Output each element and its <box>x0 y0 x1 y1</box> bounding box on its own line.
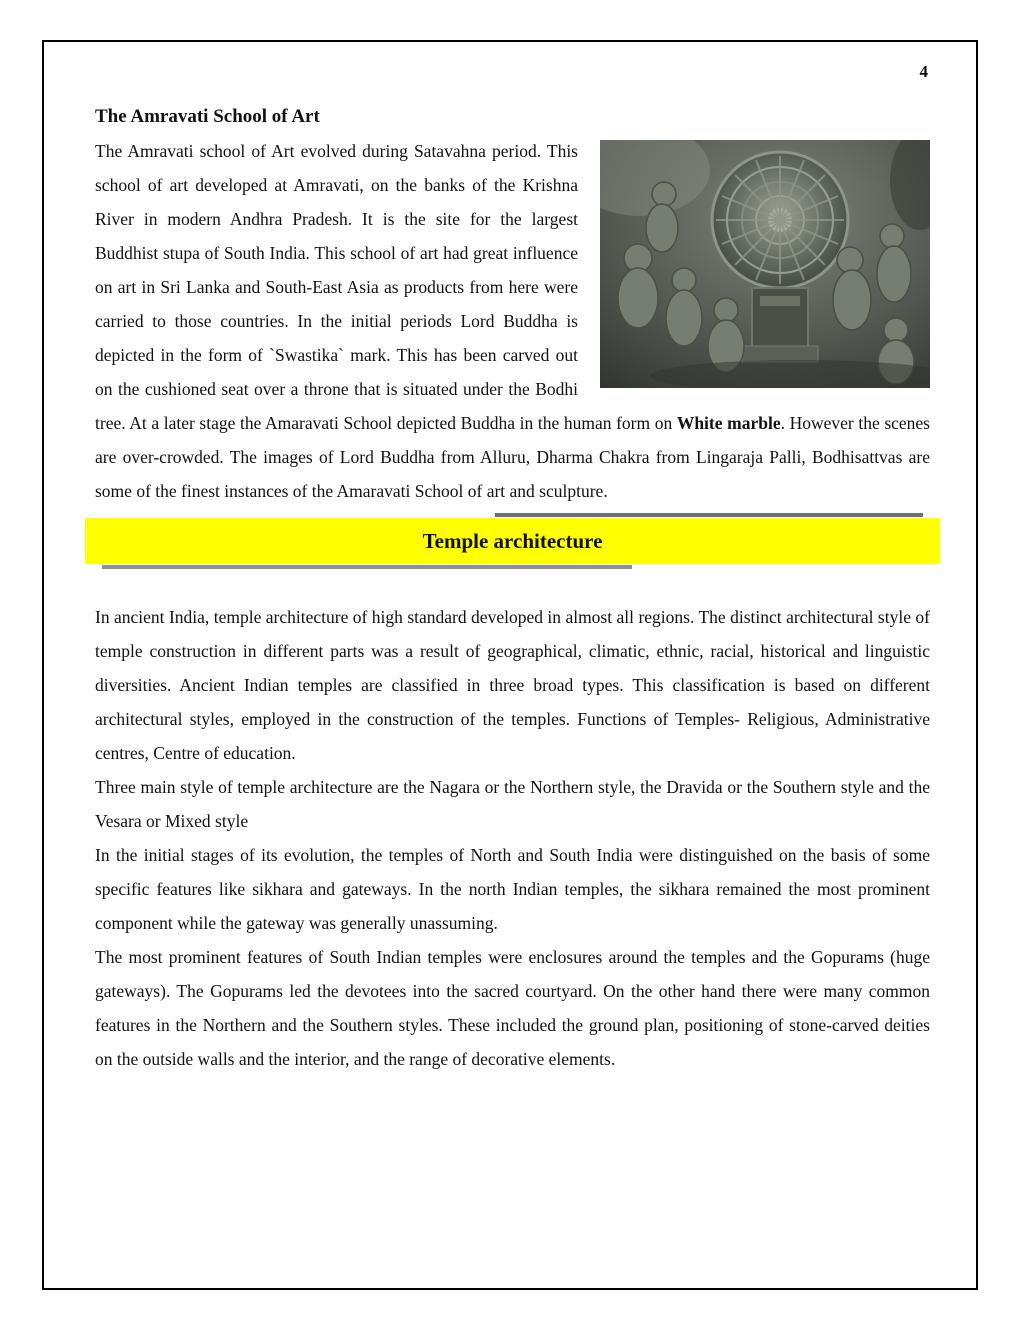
scan-artifact-bottom <box>102 565 632 569</box>
scan-artifact-top <box>495 513 923 517</box>
document-page <box>42 40 978 1290</box>
temple-architecture-banner <box>85 518 940 564</box>
page-content <box>44 82 976 1076</box>
amravati-text-before: The Amravati school of Art evolved during Satavahna period. This school of art developed at Amravati, on the banks of the Krishna River in modern Andhra Pradesh. It is the site for the largest Buddhist stupa of South India. This school of art had great influence on art in Sri Lanka and South-East Asia as products from here were carried to those countries. In the initial periods Lord Buddha is depicted in the form of `Swastika` mark. This has been carved out on the cushioned seat over a throne that is situated under the Bodhi tree. At a later stage the Amaravati School depicted Buddha in the human form on <box>95 141 677 433</box>
section-heading-amravati: The Amravati School of Art <box>95 106 320 127</box>
temple-paragraph-3: In the initial stages of its evolution, the temples of North and South India were distinguished on the basis of some specific features like sikhara and gateways. In the north Indian temples, the sikhara remained the most prominent component while the gateway was generally unassuming. <box>95 845 930 933</box>
amravati-bold-phrase: White marble <box>676 413 781 433</box>
banner-title: Temple architecture <box>422 529 603 553</box>
amravati-text-after: . However the scenes are over-crowded. The images of Lord Buddha from Alluru, Dharma Chakra from Lingaraja Palli, Bodhisattvas are some of the finest instances of the Amaravati School of art and sculpture. <box>95 413 930 501</box>
temple-paragraph-4: The most prominent features of South Indian temples were enclosures around the temples and the Gopurams (huge gateways). The Gopurams led the devotees into the sacred courtyard. On the other hand there were many common features in the Northern and the Southern styles. These included the ground plan, positioning of stone-carved deities on the outside walls and the interior, and the range of decorative elements. <box>95 947 930 1069</box>
temple-paragraph-2: Three main style of temple architecture are the Nagara or the Northern style, the Dravida or the Southern style and the Vesara or Mixed style <box>95 777 930 831</box>
temple-paragraph-1: In ancient India, temple architecture of high standard developed in almost all regions. The distinct architectural style of temple construction in different parts was a result of geographical, climatic, ethnic, racial, historical and linguistic diversities. Ancient Indian temples are classified in three broad types. This classification is based on different architectural styles, employed in the construction of the temples. Functions of Temples- Religious, Administrative centres, Centre of education. <box>95 607 930 763</box>
page-number: 4 <box>919 62 928 81</box>
paragraph-amravati <box>95 134 930 508</box>
temple-architecture-section <box>95 600 930 1076</box>
amaravati-relief-image <box>600 140 930 388</box>
relief-illustration <box>600 140 930 388</box>
